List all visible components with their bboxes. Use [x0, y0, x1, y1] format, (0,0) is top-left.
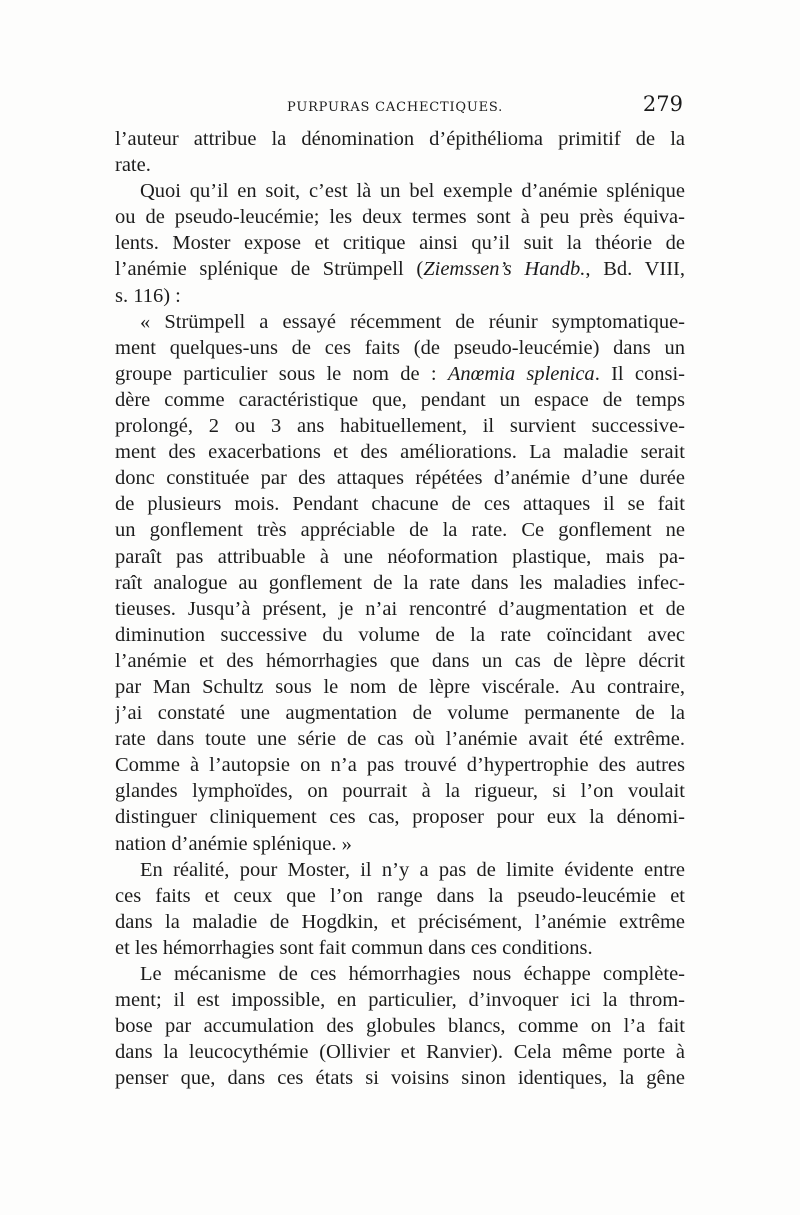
text-line: [115, 752, 685, 778]
line-text: tieuses. Jusqu’à présent, je n’ai rencontré d’augmentation et de: [115, 597, 685, 620]
text-line: [115, 648, 685, 674]
line-text: lents. Moster expose et critique ainsi qu’il suit la théorie de: [115, 232, 685, 255]
line-text: Comme à l’autopsie on n’a pas trouvé d’hypertrophie des autres: [115, 754, 685, 777]
line-text: En réalité, pour Moster, il n’y a pas de limite évidente entre: [140, 858, 685, 881]
line-text: glandes lymphoïdes, on pourrait à la rigueur, si l’on voulait: [115, 780, 685, 803]
line-text: ment; il est impossible, en particulier, d’invoquer ici la throm-: [115, 989, 685, 1012]
text-line: [115, 726, 685, 752]
line-text: ou de pseudo-leucémie; les deux termes sont à peu près équiva-: [115, 206, 685, 229]
text-line: [115, 230, 685, 256]
line-text: bose par accumulation des globules blancs, comme on l’a fait: [115, 1015, 685, 1038]
line-text: ment quelques-uns de ces faits (de pseudo-leucémie) dans un: [115, 336, 685, 359]
line-text: s. 116) :: [115, 284, 181, 307]
text-line: [115, 987, 685, 1013]
line-text: ces faits et ceux que l’on range dans la pseudo-leucémie et: [115, 884, 685, 907]
text-line: [115, 674, 685, 700]
text-line: [115, 517, 685, 543]
line-text: Le mécanisme de ces hémorrhagies nous échappe complète-: [140, 963, 685, 985]
page-number: 279: [642, 92, 683, 116]
line-text: « Strümpell a essayé récemment de réunir symptomatique-: [140, 310, 685, 333]
text-line: [115, 831, 685, 857]
line-text: dans la leucocythémie (Ollivier et Ranvier). Cela même porte à: [115, 1041, 685, 1064]
line-text: j’ai constaté une augmentation de volume permanente de la: [115, 702, 685, 725]
line-text: dans la maladie de Hogdkin, et précisément, l’anémie extrême: [115, 910, 685, 933]
line-text: diminution successive du volume de la rate coïncidant avec: [115, 623, 685, 646]
line-text: raît analogue au gonflement de la rate dans les maladies infec-: [115, 571, 685, 594]
italic-text: Ziemssen’s Handb.: [423, 258, 586, 281]
line-text: prolongé, 2 ou 3 ans habituellement, il survient successive-: [115, 415, 685, 438]
line-text: l’anémie et des hémorrhagies que dans un cas de lèpre décrit: [115, 649, 685, 672]
text-line: [115, 439, 685, 465]
italic-text: Anœmia splenica: [447, 362, 595, 385]
line-text: un gonflement très appréciable de la rate. Ce gonflement ne: [115, 519, 685, 542]
text-line: [115, 544, 685, 570]
line-text: rate dans toute une série de cas où l’anémie avait été extrême.: [115, 728, 685, 751]
text-line: [115, 387, 685, 413]
text-line: [115, 804, 685, 830]
line-text: groupe particulier sous le nom de :: [115, 362, 448, 385]
text-line: [115, 570, 685, 596]
text-line: [115, 178, 685, 204]
line-text: , Bd. VIII,: [585, 258, 685, 281]
text-line: [115, 935, 685, 961]
line-text: . Il consi-: [594, 362, 685, 385]
text-line: [115, 1013, 685, 1039]
line-text: de plusieurs mois. Pendant chacune de ces attaques il se fait: [115, 493, 685, 516]
text-line: [115, 1039, 685, 1065]
running-title: PURPURAS CACHECTIQUES.: [287, 100, 504, 115]
line-text: distinguer cliniquement ces cas, proposer pour eux la dénomi-: [115, 806, 685, 829]
line-text: par Man Schultz sous le nom de lèpre viscérale. Au contraire,: [115, 675, 685, 698]
text-line: [115, 152, 685, 178]
line-text: paraît pas attribuable à une néoformation plastique, mais pa-: [115, 545, 685, 568]
text-line: [115, 361, 685, 387]
text-line: [115, 700, 685, 726]
line-text: donc constituée par des attaques répétées d’anémie d’une durée: [115, 467, 685, 490]
line-text: nation d’anémie splénique. »: [115, 832, 352, 855]
text-line: [115, 491, 685, 517]
line-text: et les hémorrhagies sont fait commun dans ces conditions.: [115, 936, 593, 959]
body-text: [115, 126, 685, 1091]
running-head: [115, 92, 685, 122]
text-line: [115, 204, 685, 230]
text-line: [115, 283, 685, 309]
text-line: [115, 596, 685, 622]
text-line: [115, 909, 685, 935]
line-text: Quoi qu’il en soit, c’est là un bel exemple d’anémie splénique: [140, 180, 685, 203]
text-line: [115, 622, 685, 648]
line-text: dère comme caractéristique que, pendant un espace de temps: [115, 388, 685, 411]
line-text: rate.: [115, 154, 151, 177]
text-line: [115, 126, 685, 152]
text-line: [115, 883, 685, 909]
text-line: [115, 1065, 685, 1091]
text-line: [115, 309, 685, 335]
line-text: l’auteur attribue la dénomination d’épithélioma primitif de la: [115, 128, 685, 150]
text-line: [115, 465, 685, 491]
line-text: l’anémie splénique de Strümpell (: [115, 258, 424, 281]
text-line: [115, 778, 685, 804]
text-line: [115, 961, 685, 987]
line-text: penser que, dans ces états si voisins sinon identiques, la gêne: [115, 1067, 685, 1090]
line-text: ment des exacerbations et des améliorations. La maladie serait: [115, 441, 685, 464]
text-line: [115, 335, 685, 361]
text-line: [115, 413, 685, 439]
text-line: [115, 256, 685, 282]
text-line: [115, 857, 685, 883]
